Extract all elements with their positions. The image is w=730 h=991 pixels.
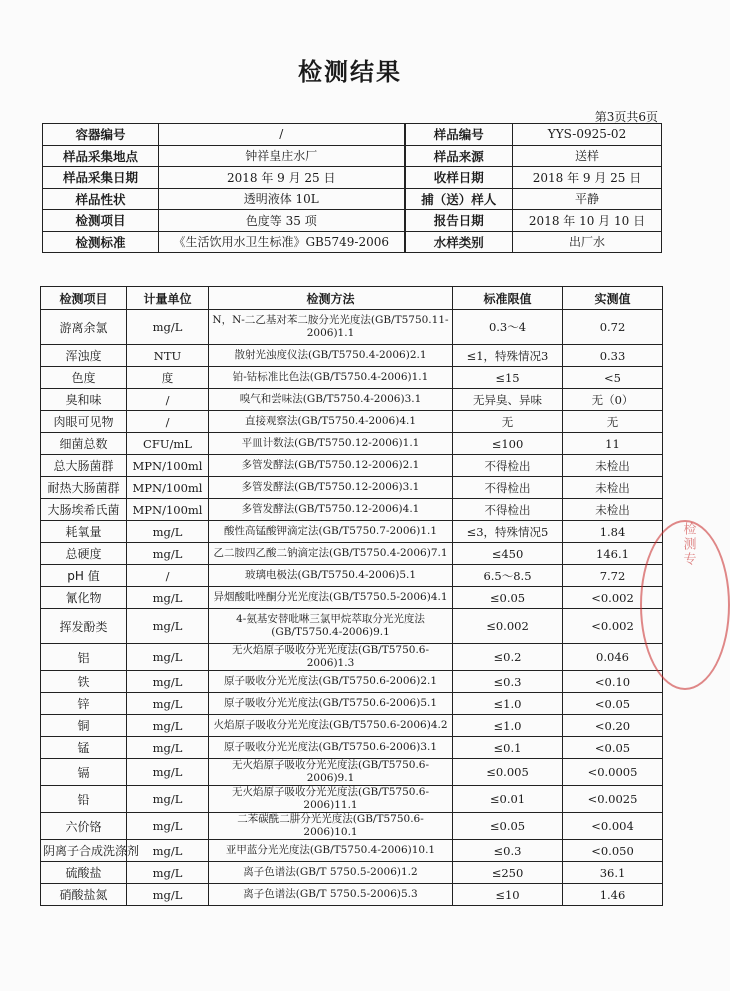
result-value: <0.0005 bbox=[563, 759, 663, 786]
result-unit: MPN/100ml bbox=[127, 499, 209, 521]
result-unit: 度 bbox=[127, 367, 209, 389]
result-method: 多管发酵法(GB/T5750.12-2006)4.1 bbox=[209, 499, 453, 521]
result-method: 铂-钴标准比色法(GB/T5750.4-2006)1.1 bbox=[209, 367, 453, 389]
result-method: N，N-二乙基对苯二胺分光光度法(GB/T5750.11-2006)1.1 bbox=[209, 310, 453, 345]
result-limit: ≤0.002 bbox=[453, 609, 563, 644]
result-value: <0.050 bbox=[563, 840, 663, 862]
result-unit: mg/L bbox=[127, 693, 209, 715]
result-method: 亚甲蓝分光光度法(GB/T5750.4-2006)10.1 bbox=[209, 840, 453, 862]
result-unit: mg/L bbox=[127, 737, 209, 759]
result-item: 锌 bbox=[41, 693, 127, 715]
result-limit: ≤0.01 bbox=[453, 786, 563, 813]
table-row bbox=[41, 671, 663, 693]
result-unit: MPN/100ml bbox=[127, 477, 209, 499]
result-method: 玻璃电极法(GB/T5750.4-2006)5.1 bbox=[209, 565, 453, 587]
result-item: 浑浊度 bbox=[41, 345, 127, 367]
page-indicator: 第3页共6页 bbox=[594, 110, 658, 124]
result-unit: MPN/100ml bbox=[127, 455, 209, 477]
info-value: 钟祥皇庄水厂 bbox=[159, 145, 405, 167]
result-value: 未检出 bbox=[563, 477, 663, 499]
table-row bbox=[41, 433, 663, 455]
result-item: 氰化物 bbox=[41, 587, 127, 609]
result-method: 原子吸收分光光度法(GB/T5750.6-2006)3.1 bbox=[209, 737, 453, 759]
info-value: 送样 bbox=[513, 145, 662, 167]
result-unit: mg/L bbox=[127, 759, 209, 786]
result-limit: ≤0.3 bbox=[453, 671, 563, 693]
result-method: 原子吸收分光光度法(GB/T5750.6-2006)2.1 bbox=[209, 671, 453, 693]
result-item: 臭和味 bbox=[41, 389, 127, 411]
info-value: 色度等 35 项 bbox=[159, 210, 405, 232]
result-item: 总硬度 bbox=[41, 543, 127, 565]
result-unit: mg/L bbox=[127, 521, 209, 543]
result-limit: ≤1.0 bbox=[453, 715, 563, 737]
result-limit: ≤0.05 bbox=[453, 587, 563, 609]
result-limit: ≤0.2 bbox=[453, 644, 563, 671]
page-title: 检测结果 bbox=[298, 58, 402, 86]
result-value: <0.002 bbox=[563, 587, 663, 609]
header-limit: 标准限值 bbox=[453, 287, 563, 310]
result-unit: mg/L bbox=[127, 884, 209, 906]
header-value: 实测值 bbox=[563, 287, 663, 310]
header-unit: 计量单位 bbox=[127, 287, 209, 310]
result-unit: mg/L bbox=[127, 609, 209, 644]
result-limit: 不得检出 bbox=[453, 477, 563, 499]
info-label: 样品来源 bbox=[405, 145, 513, 167]
result-unit: mg/L bbox=[127, 644, 209, 671]
info-value: 2018 年 9 月 25 日 bbox=[159, 167, 405, 189]
result-value: 未检出 bbox=[563, 499, 663, 521]
result-method: 嗅气和尝味法(GB/T5750.4-2006)3.1 bbox=[209, 389, 453, 411]
result-method: 无火焰原子吸收分光光度法(GB/T5750.6-2006)11.1 bbox=[209, 786, 453, 813]
results-header-row bbox=[41, 287, 663, 310]
result-value: 0.046 bbox=[563, 644, 663, 671]
result-value: <0.0025 bbox=[563, 786, 663, 813]
result-item: 六价铬 bbox=[41, 813, 127, 840]
result-limit: 6.5～8.5 bbox=[453, 565, 563, 587]
result-item: 细菌总数 bbox=[41, 433, 127, 455]
result-value: 0.33 bbox=[563, 345, 663, 367]
info-label: 报告日期 bbox=[405, 210, 513, 232]
result-item: pH 值 bbox=[41, 565, 127, 587]
info-label: 捕（送）样人 bbox=[405, 188, 513, 210]
result-value: 1.46 bbox=[563, 884, 663, 906]
result-value: <0.05 bbox=[563, 737, 663, 759]
result-method: 离子色谱法(GB/T 5750.5-2006)5.3 bbox=[209, 884, 453, 906]
info-label: 样品采集地点 bbox=[43, 145, 159, 167]
result-limit: ≤15 bbox=[453, 367, 563, 389]
info-row bbox=[43, 167, 662, 189]
info-label: 样品采集日期 bbox=[43, 167, 159, 189]
result-item: 大肠埃希氏菌 bbox=[41, 499, 127, 521]
result-item: 游离余氯 bbox=[41, 310, 127, 345]
table-row bbox=[41, 813, 663, 840]
result-limit: ≤1，特殊情况3 bbox=[453, 345, 563, 367]
table-row bbox=[41, 884, 663, 906]
result-method: 无火焰原子吸收分光光度法(GB/T5750.6-2006)1.3 bbox=[209, 644, 453, 671]
table-row bbox=[41, 411, 663, 433]
result-limit: 无 bbox=[453, 411, 563, 433]
inspection-stamp: 检测专 bbox=[640, 520, 730, 690]
header-item: 检测项目 bbox=[41, 287, 127, 310]
table-row bbox=[41, 737, 663, 759]
result-item: 镉 bbox=[41, 759, 127, 786]
results-table bbox=[40, 286, 663, 906]
result-item: 耗氧量 bbox=[41, 521, 127, 543]
result-unit: / bbox=[127, 389, 209, 411]
result-method: 异烟酸吡唑酮分光光度法(GB/T5750.5-2006)4.1 bbox=[209, 587, 453, 609]
result-item: 铜 bbox=[41, 715, 127, 737]
info-label: 样品性状 bbox=[43, 188, 159, 210]
table-row bbox=[41, 345, 663, 367]
sample-info-table bbox=[42, 123, 662, 253]
table-row bbox=[41, 389, 663, 411]
info-row bbox=[43, 231, 662, 253]
info-label: 检测项目 bbox=[43, 210, 159, 232]
table-row bbox=[41, 862, 663, 884]
result-unit: mg/L bbox=[127, 786, 209, 813]
info-value: 出厂水 bbox=[513, 231, 662, 253]
info-row bbox=[43, 145, 662, 167]
result-method: 平皿计数法(GB/T5750.12-2006)1.1 bbox=[209, 433, 453, 455]
result-limit: 0.3～4 bbox=[453, 310, 563, 345]
result-value: 36.1 bbox=[563, 862, 663, 884]
result-value: <0.05 bbox=[563, 693, 663, 715]
info-value: 透明液体 10L bbox=[159, 188, 405, 210]
result-unit: mg/L bbox=[127, 587, 209, 609]
result-limit: ≤450 bbox=[453, 543, 563, 565]
result-value: 无（0） bbox=[563, 389, 663, 411]
info-label: 收样日期 bbox=[405, 167, 513, 189]
table-row bbox=[41, 521, 663, 543]
result-unit: NTU bbox=[127, 345, 209, 367]
result-method: 多管发酵法(GB/T5750.12-2006)3.1 bbox=[209, 477, 453, 499]
result-item: 挥发酚类 bbox=[41, 609, 127, 644]
info-value: 平静 bbox=[513, 188, 662, 210]
result-limit: ≤0.3 bbox=[453, 840, 563, 862]
result-method: 乙二胺四乙酸二钠滴定法(GB/T5750.4-2006)7.1 bbox=[209, 543, 453, 565]
table-row bbox=[41, 499, 663, 521]
result-item: 铅 bbox=[41, 786, 127, 813]
result-limit: 不得检出 bbox=[453, 499, 563, 521]
result-value: <0.002 bbox=[563, 609, 663, 644]
result-method: 离子色谱法(GB/T 5750.5-2006)1.2 bbox=[209, 862, 453, 884]
result-limit: 不得检出 bbox=[453, 455, 563, 477]
result-unit: mg/L bbox=[127, 813, 209, 840]
table-row bbox=[41, 693, 663, 715]
result-value: 0.72 bbox=[563, 310, 663, 345]
result-item: 阴离子合成洗涤剂 bbox=[41, 840, 127, 862]
info-value: 2018 年 10 月 10 日 bbox=[513, 210, 662, 232]
result-item: 硝酸盐氮 bbox=[41, 884, 127, 906]
result-unit: mg/L bbox=[127, 310, 209, 345]
result-limit: ≤0.005 bbox=[453, 759, 563, 786]
result-limit: ≤0.1 bbox=[453, 737, 563, 759]
result-limit: ≤3，特殊情况5 bbox=[453, 521, 563, 543]
result-item: 铝 bbox=[41, 644, 127, 671]
result-value: 1.84 bbox=[563, 521, 663, 543]
result-item: 锰 bbox=[41, 737, 127, 759]
result-unit: / bbox=[127, 411, 209, 433]
header-method: 检测方法 bbox=[209, 287, 453, 310]
result-value: 未检出 bbox=[563, 455, 663, 477]
table-row bbox=[41, 543, 663, 565]
result-limit: 无异臭、异味 bbox=[453, 389, 563, 411]
info-value: 《生活饮用水卫生标准》GB5749-2006 bbox=[159, 231, 405, 253]
info-label: 水样类别 bbox=[405, 231, 513, 253]
result-method: 二苯碳酰二肼分光光度法(GB/T5750.6-2006)10.1 bbox=[209, 813, 453, 840]
table-row bbox=[41, 759, 663, 786]
table-row bbox=[41, 644, 663, 671]
result-limit: ≤100 bbox=[453, 433, 563, 455]
info-label: 检测标准 bbox=[43, 231, 159, 253]
result-limit: ≤1.0 bbox=[453, 693, 563, 715]
result-method: 散射光浊度仪法(GB/T5750.4-2006)2.1 bbox=[209, 345, 453, 367]
result-item: 总大肠菌群 bbox=[41, 455, 127, 477]
result-limit: ≤0.05 bbox=[453, 813, 563, 840]
result-unit: / bbox=[127, 565, 209, 587]
table-row bbox=[41, 786, 663, 813]
info-value: YYS-0925-02 bbox=[513, 124, 662, 146]
result-value: <0.004 bbox=[563, 813, 663, 840]
result-item: 铁 bbox=[41, 671, 127, 693]
result-method: 酸性高锰酸钾滴定法(GB/T5750.7-2006)1.1 bbox=[209, 521, 453, 543]
result-item: 硫酸盐 bbox=[41, 862, 127, 884]
result-value: 7.72 bbox=[563, 565, 663, 587]
result-unit: mg/L bbox=[127, 862, 209, 884]
result-unit: mg/L bbox=[127, 671, 209, 693]
result-value: <5 bbox=[563, 367, 663, 389]
result-item: 色度 bbox=[41, 367, 127, 389]
info-row bbox=[43, 124, 662, 146]
result-limit: ≤10 bbox=[453, 884, 563, 906]
result-unit: mg/L bbox=[127, 715, 209, 737]
result-method: 火焰原子吸收分光光度法(GB/T5750.6-2006)4.2 bbox=[209, 715, 453, 737]
info-value: / bbox=[159, 124, 405, 146]
table-row bbox=[41, 715, 663, 737]
result-unit: mg/L bbox=[127, 543, 209, 565]
table-row bbox=[41, 455, 663, 477]
result-unit: mg/L bbox=[127, 840, 209, 862]
table-row bbox=[41, 587, 663, 609]
result-value: <0.20 bbox=[563, 715, 663, 737]
table-row bbox=[41, 310, 663, 345]
result-unit: CFU/mL bbox=[127, 433, 209, 455]
result-method: 多管发酵法(GB/T5750.12-2006)2.1 bbox=[209, 455, 453, 477]
result-method: 原子吸收分光光度法(GB/T5750.6-2006)5.1 bbox=[209, 693, 453, 715]
result-method: 4-氨基安替吡啉三氯甲烷萃取分光光度法(GB/T5750.4-2006)9.1 bbox=[209, 609, 453, 644]
result-method: 直接观察法(GB/T5750.4-2006)4.1 bbox=[209, 411, 453, 433]
result-method: 无火焰原子吸收分光光度法(GB/T5750.6-2006)9.1 bbox=[209, 759, 453, 786]
result-item: 肉眼可见物 bbox=[41, 411, 127, 433]
info-row bbox=[43, 188, 662, 210]
info-label: 容器编号 bbox=[43, 124, 159, 146]
info-row bbox=[43, 210, 662, 232]
table-row bbox=[41, 609, 663, 644]
result-limit: ≤250 bbox=[453, 862, 563, 884]
info-label: 样品编号 bbox=[405, 124, 513, 146]
result-value: 146.1 bbox=[563, 543, 663, 565]
table-row bbox=[41, 477, 663, 499]
result-value: <0.10 bbox=[563, 671, 663, 693]
table-row bbox=[41, 565, 663, 587]
table-row bbox=[41, 840, 663, 862]
info-value: 2018 年 9 月 25 日 bbox=[513, 167, 662, 189]
result-value: 11 bbox=[563, 433, 663, 455]
result-value: 无 bbox=[563, 411, 663, 433]
table-row bbox=[41, 367, 663, 389]
result-item: 耐热大肠菌群 bbox=[41, 477, 127, 499]
